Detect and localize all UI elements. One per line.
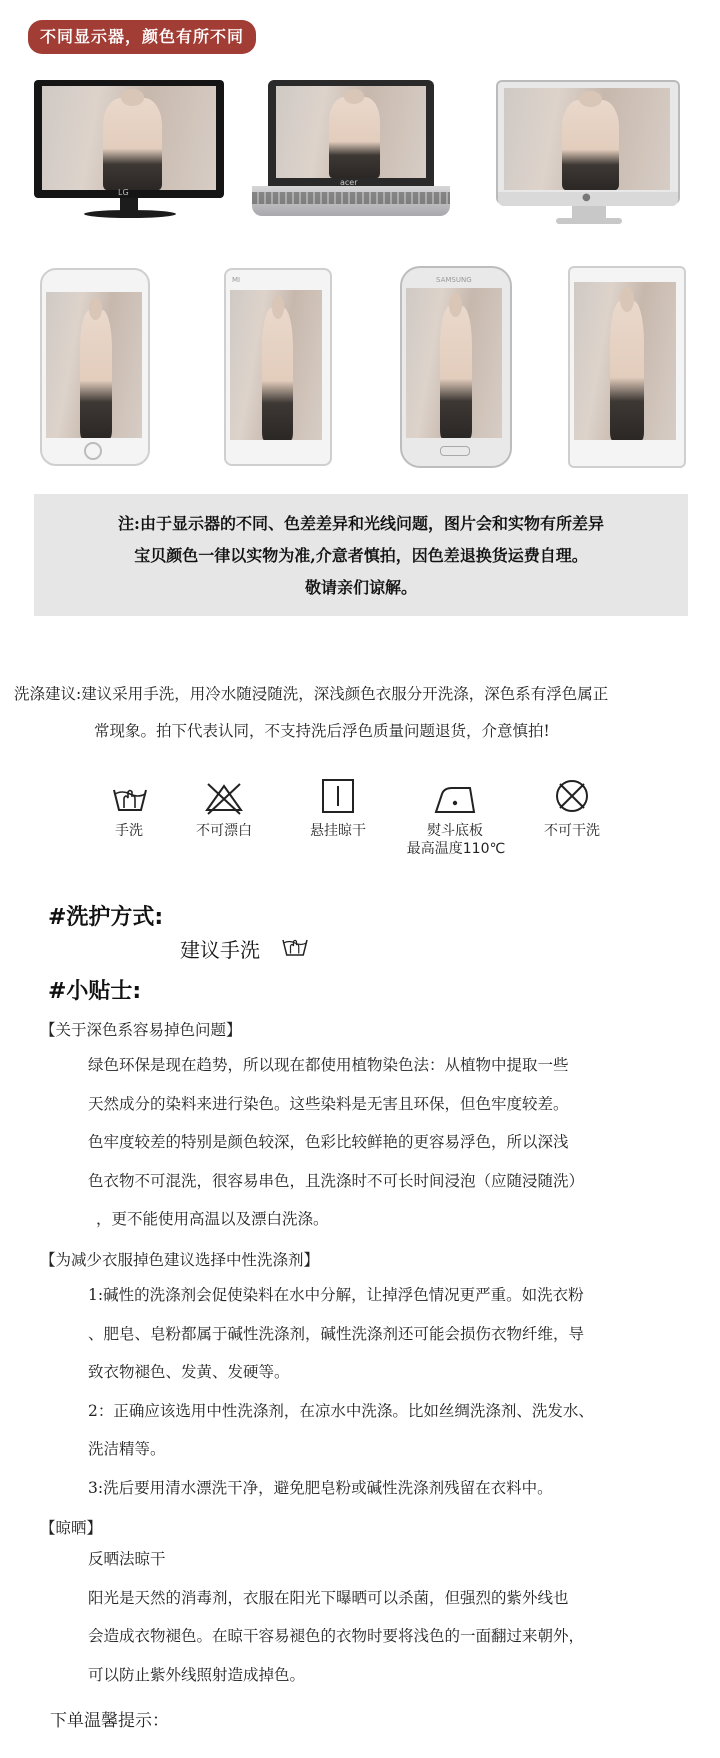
acer-logo: acer [340,178,358,187]
tip-line: 致衣物褪色、发黄、发硬等。 [88,1363,290,1381]
hand-wash-small-icon [280,932,310,960]
lg-logo: LG [118,188,129,197]
iron-icon [432,782,478,818]
tip-line: 洗洁精等。 [88,1440,166,1458]
tip-heading-drying: 【晾晒】 [40,1519,103,1537]
tip-line: 可以防止紫外线照射造成掉色。 [88,1665,306,1684]
tip-line: 绿色环保是现在趋势，所以现在都使用植物染色法：从植物中提取一些 [88,1056,569,1074]
tip-line: 色牢度较差的特别是颜色较深，色彩比较鲜艳的更容易浮色，所以深浅 [88,1133,569,1151]
tip-line: 1:碱性的洗涤剂会促使染料在水中分解，让掉浮色情况更严重。如洗衣粉 [88,1286,584,1304]
tip-line: 2：正确应该选用中性洗涤剂，在凉水中洗涤。比如丝绸洗涤剂、洗发水、 [88,1401,594,1420]
iron-temp-label: 最高温度110℃ [406,841,506,857]
color-difference-banner: 不同显示器，颜色有所不同 [28,20,256,54]
apple-logo-icon: ● [582,192,591,203]
tip-paragraph-dark-colors [88,1046,584,1239]
no-dry-clean-label: 不可干洗 [544,823,600,839]
tip-paragraph-detergent [88,1276,594,1507]
tip-line: 天然成分的染料来进行染色。这些染料是无害且环保，但色牢度较差。 [88,1094,569,1113]
note-line-1: 注:由于显示器的不同、色差差异和光线问题，图片会和实物有所差异 [118,514,604,533]
iron-label: 熨斗底板 [427,823,483,839]
hand-wash-icon [110,780,150,816]
hang-dry-label: 悬挂晾干 [310,823,366,839]
color-disclaimer-note [34,494,688,616]
tip-heading-detergent: 【为减少衣服掉色建议选择中性洗涤剂】 [40,1251,320,1269]
tip-line: 、肥皂、皂粉都属于碱性洗涤剂，碱性洗涤剂还可能会损伤衣物纤维，导 [88,1324,585,1343]
tip-line: ，更不能使用高温以及漂白洗涤。 [96,1210,329,1228]
tip-line: 反晒法晾干 [88,1550,166,1568]
samsung-logo: SAMSUNG [436,276,472,284]
tips-title: #小贴士: [48,979,142,1004]
tip-line: 3:洗后要用清水漂洗干净，避免肥皂粉或碱性洗涤剂残留在衣料中。 [88,1478,553,1497]
no-bleach-icon [204,780,244,816]
note-line-3: 敬请亲们谅解。 [304,578,417,597]
washing-advice-line-2: 常现象。拍下代表认同，不支持洗后浮色质量问题退货，介意慎拍! [94,722,550,740]
washing-advice-line-1: 洗涤建议:建议采用手洗，用冷水随浸随洗，深浅颜色衣服分开洗涤，深色系有浮色属正 [14,685,609,703]
tip-line: 阳光是天然的消毒剂，衣服在阳光下曝晒可以杀菌，但强烈的紫外线也 [88,1588,569,1607]
tip-line: 会造成衣物褪色。在晾干容易褪色的衣物时要将浅色的一面翻过来朝外， [88,1627,585,1645]
order-tips-title: 下单温馨提示： [50,1711,169,1731]
no-dry-clean-icon [552,778,592,814]
tip-paragraph-drying [88,1540,584,1694]
note-line-2: 宝贝颜色一律以实物为准,介意者慎拍，因色差退换货运费自理。 [134,546,588,565]
hang-dry-icon [318,778,358,814]
no-bleach-label: 不可漂白 [196,823,252,839]
tip-line: 色衣物不可混洗，很容易串色，且洗涤时不可长时间浸泡（应随浸随洗） [88,1171,585,1190]
tip-heading-dark-colors: 【关于深色系容易掉色问题】 [40,1021,242,1039]
recommend-hand-wash: 建议手洗 [180,938,260,962]
mi-logo: MI [232,276,241,284]
care-method-title: #洗护方式: [48,905,164,930]
hand-wash-label: 手洗 [115,823,143,839]
